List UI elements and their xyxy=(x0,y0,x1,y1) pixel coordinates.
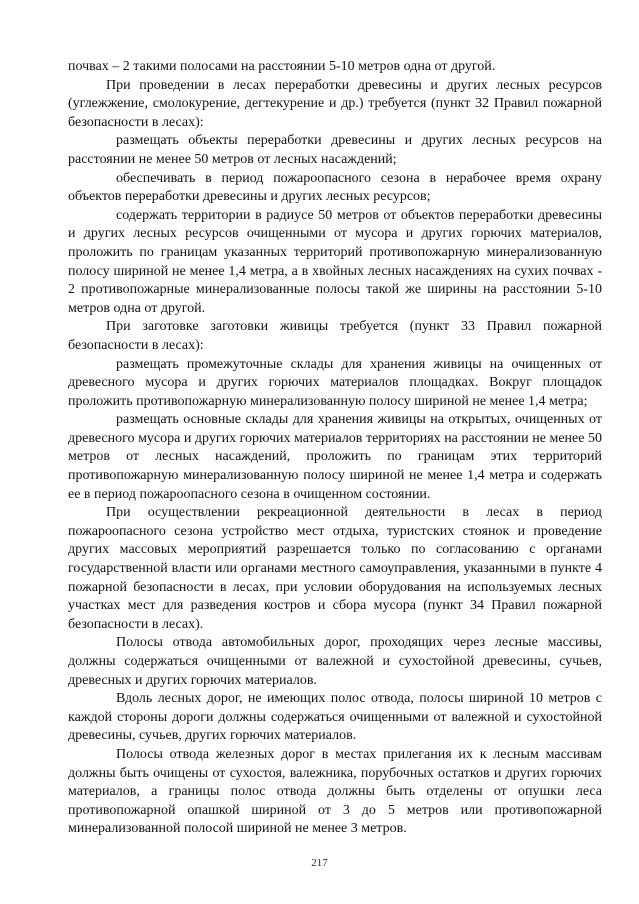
paragraph-processing-territory: содержать территории в радиусе 50 метров от объектов переработки древесины и других лесных ресурсов очищенными от мусора и других горючих материалов, проложить по границам указанных территорий противопожарную минерализованную полосу шириной не менее 1,4 метра, а в хвойных лесных насаждениях на сухих почвах - 2 противопожарные минерализованные полосы такой же ширины на расстоянии 5-10 метров одна от другой. xyxy=(68,207,602,316)
paragraph-forest-roads: Вдоль лесных дорог, не имеющих полос отвода, полосы шириной 10 метров с каждой стороны дороги должны содержаться очищенными от валежной и сухостойной древесины, сучьев, других горючих материалов. xyxy=(68,691,602,744)
paragraph-resin-intro: При заготовке заготовки живицы требуется (пункт 33 Правил пожарной безопасности в лесах): xyxy=(68,319,602,353)
paragraph-processing-placement: размещать объекты переработки древесины и других лесных ресурсов на расстоянии не менее 50 метров от лесных насаждений; xyxy=(68,133,602,167)
paragraph-continuation: почвах – 2 такими полосами на расстоянии 5-10 метров одна от другой. xyxy=(68,59,496,74)
page-number: 217 xyxy=(311,857,328,869)
paragraph-resin-intermediate: размещать промежуточные склады для хранения живицы на очищенных от древесного мусора и других горючих материалов площадках. Вокруг площадок проложить противопожарную минерализованную полосу шириной не менее 1,4 метра; xyxy=(68,356,602,409)
paragraph-processing-guard: обеспечивать в период пожароопасного сезона в нерабочее время охрану объектов переработки древесины и других лесных ресурсов; xyxy=(68,170,602,205)
paragraph-resin-main: размещать основные склады для хранения живицы на открытых, очищенных от древесного мусора и других горючих материалов территориях на расстоянии не менее 50 метров от лесных насаждений, проложить по границам этих территорий противопожарную минерализованную полосу шириной не менее 1,4 метра и содержать ее в период пожароопасного сезона в очищенном состоянии. xyxy=(68,412,602,502)
paragraph-railways: Полосы отвода железных дорог в местах прилегания их к лесным массивам должны быть очищены от сухостоя, валежника, порубочных остатков и других горючих материалов, а границы полос отвода должны быть отделены от опушки леса противопожарной опашкой шириной от 3 до 5 метров или противопожарной минерализованной полосой шириной не менее 3 метров. xyxy=(68,746,602,837)
paragraph-roads: Полосы отвода автомобильных дорог, проходящих через лесные массивы, должны содержаться очищенными от валежной и сухостойной древесины, сучьев, древесных и других горючих материалов. xyxy=(68,635,602,688)
paragraph-processing-intro: При проведении в лесах переработки древесины и других лесных ресурсов (углежжение, смолокурение, дегтекурение и др.) требуется (пункт 32 Правил пожарной безопасности в лесах): xyxy=(68,77,602,130)
paragraph-recreation: При осуществлении рекреационной деятельности в лесах в период пожароопасного сезона устройство мест отдыха, туристских стоянок и проведение других массовых мероприятий разрешается только по согласованию с органами государственной власти или органами местного самоуправления, указанными в пункте 4 пожарной безопасности в лесах, при условии оборудования на используемых лесных участках мест для разведения костров и сбора мусора (пункт 34 Правил пожарной безопасности в лесах). xyxy=(68,505,602,632)
document-page xyxy=(68,58,602,839)
